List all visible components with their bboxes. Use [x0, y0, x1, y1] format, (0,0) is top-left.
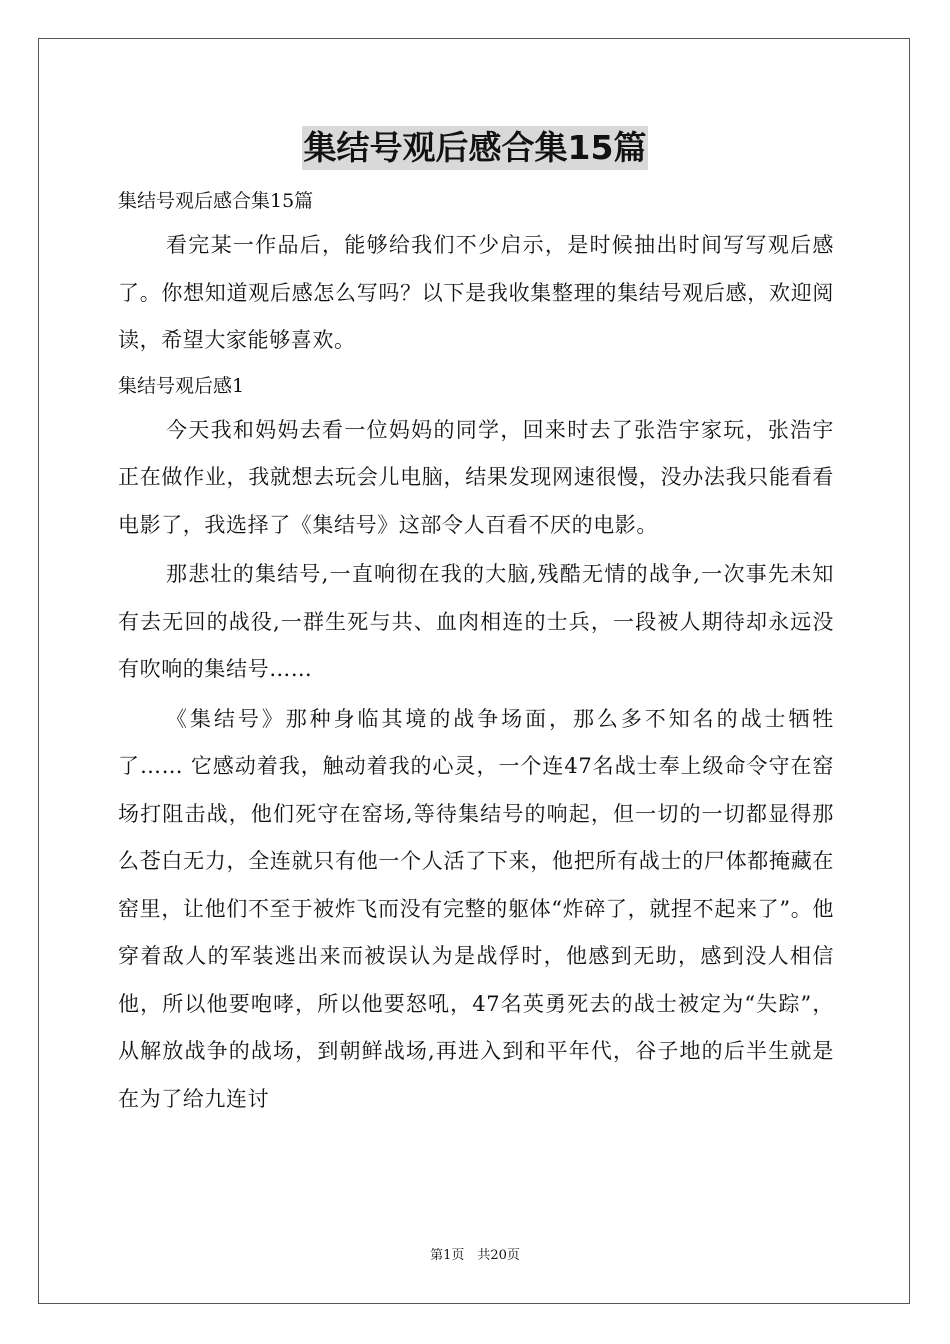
intro-paragraph: 看完某一作品后，能够给我们不少启示，是时候抽出时间写写观后感了。你想知道观后感怎么写吗？以下是我收集整理的集结号观后感，欢迎阅读，希望大家能够喜欢。 — [118, 233, 834, 352]
body-paragraph: 那悲壮的集结号,一直响彻在我的大脑,残酷无情的战争,一次事先未知有去无回的战役,一群生死与共、血肉相连的士兵，一段被人期待却永远没有吹响的集结号…… — [118, 562, 834, 681]
document-body — [118, 180, 834, 1123]
body-paragraph: 今天我和妈妈去看一位妈妈的同学，回来时去了张浩宇家玩，张浩宇正在做作业，我就想去玩会儿电脑，结果发现网速很慢，没办法我只能看看电影了，我选择了《集结号》这部令人百看不厌的电影。 — [118, 417, 834, 537]
document-title: 集结号观后感合集15篇 — [302, 126, 649, 170]
body-paragraph: 《集结号》那种身临其境的战争场面，那么多不知名的战士牺牲了…… 它感动着我，触动着我的心灵，一个连47名战士奉上级命令守在窑场打阻击战，他们死守在窑场,等待集结号的响起，但一切的一切都显得那么苍白无力，全连就只有他一个人活了下来，他把所有战士的尸体都掩藏在窑里，让他们不至于被炸飞而没有完整的躯体“炸碎了，就捏不起来了”。他穿着敌人的军装逃出来而被误认为是战俘时，他感到无助，感到没人相信他，所以他要咆哮，所以他要怒吼，47名英勇死去的战士被定为“失踪”，从解放战争的战场，到朝鲜战场,再进入到和平年代，谷子地的后半生就是在为了给九连讨 — [118, 706, 834, 1111]
title-container — [0, 126, 950, 170]
page-footer: 第1页 共20页 — [430, 1248, 520, 1263]
section-heading: 集结号观后感1 — [118, 374, 245, 397]
document-subtitle: 集结号观后感合集15篇 — [118, 190, 314, 212]
